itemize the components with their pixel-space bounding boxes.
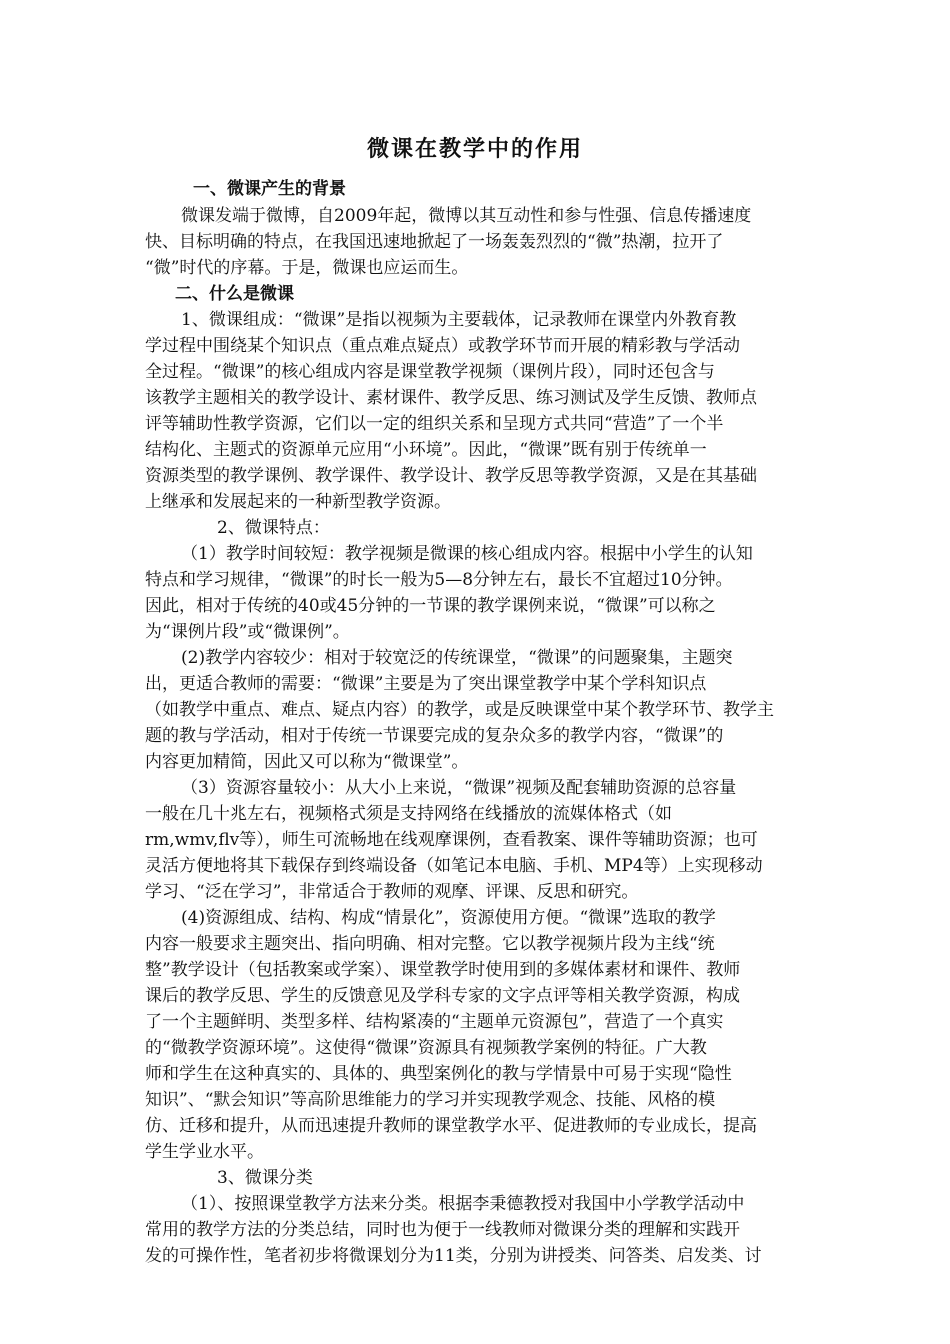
paragraph-line: 仿、迁移和提升，从而迅速提升教师的课堂教学水平、促进教师的专业成长，提高 [145,1116,757,1136]
paragraph-line: 资源类型的教学课例、教学课件、教学设计、教学反思等教学资源，又是在其基础 [145,466,757,486]
paragraph-line: 结构化、主题式的资源单元应用“小环境”。因此，“微课”既有别于传统单一 [145,440,707,460]
paragraph-line: 的“微教学资源环境”。这使得“微课”资源具有视频教学案例的特征。广大教 [145,1038,707,1058]
paragraph-line: 出，更适合教师的需要：“微课”主要是为了突出课堂教学中某个学科知识点 [145,674,707,694]
paragraph-line: 灵活方便地将其下载保存到终端设备（如笔记本电脑、手机、MP4等）上实现移动 [145,856,763,876]
paragraph-line: （3）资源容量较小：从大小上来说，“微课”视频及配套辅助资源的总容量 [181,778,737,798]
paragraph-line: 一般在几十兆左右，视频格式须是支持网络在线播放的流媒体格式（如 [145,804,672,824]
paragraph-line: 内容一般要求主题突出、指向明确、相对完整。它以教学视频片段为主线“统 [145,934,715,954]
paragraph-line: 常用的教学方法的分类总结，同时也为便于一线教师对微课分类的理解和实践开 [145,1220,740,1240]
paragraph-line: 课后的教学反思、学生的反馈意见及学科专家的文字点评等相关教学资源，构成 [145,986,740,1006]
paragraph-line: 2、微课特点： [217,518,330,538]
paragraph-line: 微课发端于微博，自2009年起，微博以其互动性和参与性强、信息传播速度 [181,206,752,226]
paragraph-line: 知识”、“默会知识”等高阶思维能力的学习并实现教学观念、技能、风格的模 [145,1090,716,1110]
paragraph-line: 该教学主题相关的教学设计、素材课件、教学反思、练习测试及学生反馈、教师点 [145,388,757,408]
paragraph-line: （如教学中重点、难点、疑点内容）的教学，或是反映课堂中某个教学环节、教学主 [145,700,774,720]
paragraph-line: 了一个主题鲜明、类型多样、结构紧凑的“主题单元资源包”，营造了一个真实 [145,1012,724,1032]
paragraph-line: 特点和学习规律，“微课”的时长一般为5—8分钟左右，最长不宜超过10分钟。 [145,570,733,590]
paragraph-line: 学习、“泛在学习”，非常适合于教师的观摩、评课、反思和研究。 [145,882,639,902]
paragraph-line: 师和学生在这种真实的、具体的、典型案例化的教与学情景中可易于实现“隐性 [145,1064,732,1084]
paragraph-line: 全过程。“微课”的核心组成内容是课堂教学视频（课例片段），同时还包含与 [145,362,715,382]
paragraph-line: 学过程中围绕某个知识点（重点难点疑点）或教学环节而开展的精彩教与学活动 [145,336,740,356]
paragraph-line: 1、微课组成：“微课”是指以视频为主要载体，记录教师在课堂内外教育教 [181,310,737,330]
paragraph-line: (2)教学内容较少：相对于较宽泛的传统课堂，“微课”的问题聚集，主题突 [181,648,733,668]
paragraph-line: 整”教学设计（包括教案或学案）、课堂教学时使用到的多媒体素材和课件、教师 [145,960,741,980]
paragraph-line: 上继承和发展起来的一种新型教学资源。 [145,492,451,512]
paragraph-line: 3、微课分类 [217,1168,313,1188]
paragraph-line: 为“课例片段”或“微课例”。 [145,622,350,642]
paragraph-line: 快、目标明确的特点，在我国迅速地掀起了一场轰轰烈烈的“微”热潮，拉开了 [145,232,724,252]
paragraph-line: 评等辅助性教学资源，它们以一定的组织关系和呈现方式共同“营造”了一个半 [145,414,724,434]
paragraph-line: （1）、按照课堂教学方法来分类。根据李秉德教授对我国中小学教学活动中 [181,1194,745,1214]
paragraph-line: rm,wmv,flv等），师生可流畅地在线观摩课例，查看教案、课件等辅助资源；也可 [145,830,758,850]
paragraph-line: 发的可操作性，笔者初步将微课划分为11类，分别为讲授类、问答类、启发类、讨 [145,1246,762,1266]
paragraph-line: 学生学业水平。 [145,1142,264,1162]
paragraph-line: 题的教与学活动，相对于传统一节课要完成的复杂众多的教学内容，“微课”的 [145,726,724,746]
section-heading: 一、微课产生的背景 [193,179,346,199]
paragraph-line: (4)资源组成、结构、构成“情景化”，资源使用方便。“微课”选取的教学 [181,908,716,928]
paragraph-line: “微”时代的序幕。于是，微课也应运而生。 [145,258,469,278]
paragraph-line: 内容更加精简，因此又可以称为“微课堂”。 [145,752,469,772]
section-heading: 二、什么是微课 [175,284,294,304]
paragraph-line: 因此，相对于传统的40或45分钟的一节课的教学课例来说，“微课”可以称之 [145,596,716,616]
document-title: 微课在教学中的作用 [366,136,583,162]
paragraph-line: （1）教学时间较短：教学视频是微课的核心组成内容。根据中小学生的认知 [181,544,753,564]
